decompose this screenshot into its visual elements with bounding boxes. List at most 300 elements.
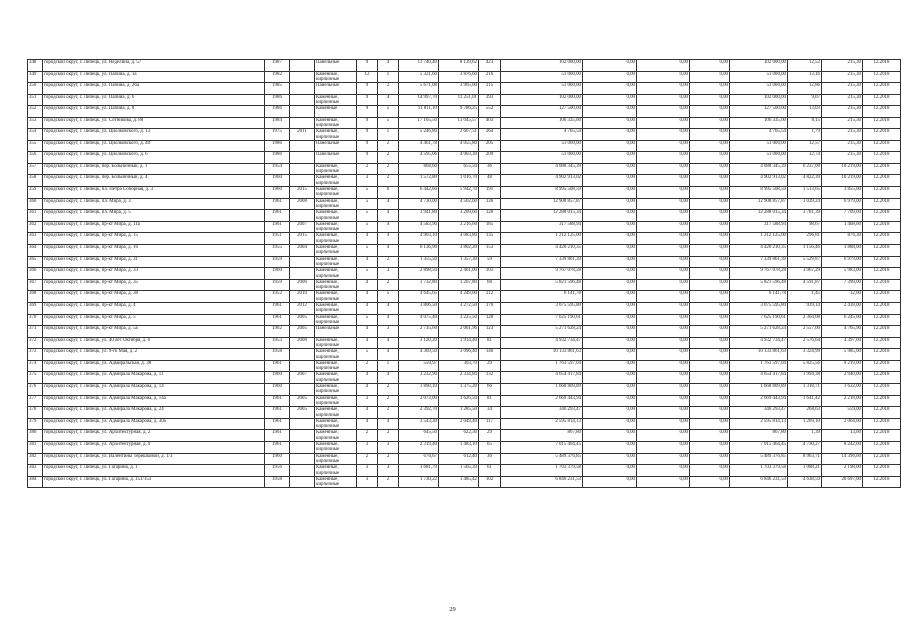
cell-cost-total: 2 595 814,13: [501, 418, 583, 430]
cell-cost-owners: 10 133 861,63: [730, 349, 788, 361]
cell-cost-limit: 215,30: [822, 83, 863, 95]
cell-living-area: 2 061,96: [439, 326, 479, 338]
cell-wall-material: Каменные, кирпичные: [315, 210, 357, 222]
cell-address: городской округ, г. Липецк, ул. Валентины Терешковой, д. 1/3: [43, 453, 265, 465]
cell-year-built: 1962: [265, 326, 290, 338]
cell-living-area: 3 209,60: [439, 210, 479, 222]
cell-cost-regional: 0,00: [637, 187, 690, 199]
cell-year-built: 1960: [265, 384, 290, 396]
cell-row-number: 379: [28, 418, 43, 430]
cell-wall-material: Каменные, кирпичные: [315, 163, 357, 175]
cell-row-number: 382: [28, 453, 43, 465]
cell-living-area: 3 802,20: [439, 245, 479, 257]
cell-floors: 5: [357, 221, 378, 233]
cell-entrances: 3: [378, 326, 399, 338]
cell-residents: 209: [479, 152, 501, 164]
cell-floors: 5: [357, 349, 378, 361]
cell-total-area: 2 735,60: [399, 326, 439, 338]
cell-cost-total: 51 000,00: [501, 152, 583, 164]
cell-cost-local: 0,00: [690, 60, 730, 72]
cell-cost-local: 0,00: [690, 140, 730, 152]
cell-cost-total: 127 500,00: [501, 106, 583, 118]
cell-address: городской округ, г. Липецк, ул. Архитектурная, д. 9: [43, 442, 265, 454]
cell-wall-material: Каменные, кирпичные: [315, 349, 357, 361]
cell-floors: 4: [357, 326, 378, 338]
cell-cost-total: 3 075 595,80: [501, 303, 583, 315]
cell-cost-regional: 0,00: [637, 476, 690, 488]
cell-entrances: 4: [378, 221, 399, 233]
cell-address: городской округ, г. Липецк, ул. Гагарина, д. 1: [43, 465, 265, 477]
cell-row-number: 371: [28, 326, 43, 338]
cell-cost-regional: 0,00: [637, 430, 690, 442]
cell-entrances: 3: [378, 465, 399, 477]
cell-total-area: 3 543,30: [399, 418, 439, 430]
cell-year-built: 1984: [265, 117, 290, 129]
cell-total-area: 4 595,06: [399, 152, 439, 164]
cell-year-built: 1961: [265, 210, 290, 222]
cell-cost-total: 102 000,00: [501, 60, 583, 72]
cell-cost-limit: 7 709,00: [822, 210, 863, 222]
cell-cost-owners: 102 000,00: [730, 94, 788, 106]
cell-cost-limit: 3 855,00: [822, 187, 863, 199]
cell-cost-owners: 51 000,00: [730, 152, 788, 164]
cell-cost-owners: 2 595 814,13: [730, 418, 788, 430]
cell-floors: 4: [357, 407, 378, 419]
cell-year-renovated: 2004: [290, 245, 315, 257]
cell-cost-local: 0,00: [690, 268, 730, 280]
cell-cost-limit: 10 219,00: [822, 175, 863, 187]
cell-row-number: 373: [28, 349, 43, 361]
cell-year-renovated: [290, 117, 315, 129]
cell-cost-federal: 0,00: [583, 94, 637, 106]
cell-year-built: 1953: [265, 337, 290, 349]
cell-cost-local: 0,00: [690, 476, 730, 488]
cell-residents: 135: [479, 233, 501, 245]
table-row: [28, 453, 901, 465]
cell-cost-per-sqm: 2 576,64: [788, 337, 822, 349]
cell-year-built: 1975: [265, 129, 290, 141]
cell-planned-date: 12.2018: [863, 279, 901, 291]
cell-residents: 81: [479, 395, 501, 407]
table-row: [28, 384, 901, 396]
cell-cost-local: 0,00: [690, 314, 730, 326]
cell-cost-limit: 215,30: [822, 129, 863, 141]
table-row: [28, 465, 901, 477]
cell-cost-federal: 0,00: [583, 303, 637, 315]
cell-living-area: 4 003,30: [439, 152, 479, 164]
cell-cost-limit: 215,30: [822, 94, 863, 106]
cell-year-renovated: [290, 94, 315, 106]
cell-living-area: 11 251,01: [439, 94, 479, 106]
cell-living-area: 4 502,60: [439, 198, 479, 210]
cell-cost-per-sqm: 4 822,39: [788, 175, 822, 187]
cell-row-number: 367: [28, 279, 43, 291]
cell-floors: 9: [357, 129, 378, 141]
cell-floors: 4: [357, 384, 378, 396]
cell-cost-federal: 0,00: [583, 60, 637, 72]
cell-year-built: 1961: [265, 221, 290, 233]
cell-planned-date: 12.2018: [863, 221, 901, 233]
cell-cost-per-sqm: 268,63: [788, 407, 822, 419]
cell-cost-total: 12 288 015,34: [501, 210, 583, 222]
cell-floors: 9: [357, 152, 378, 164]
cell-cost-owners: 1 703 379,58: [730, 465, 788, 477]
cell-cost-total: 4 902 913,02: [501, 175, 583, 187]
table-row: [28, 337, 901, 349]
cell-address: городской округ, г. Липецк, пр-кт Мира, д. 31: [43, 256, 265, 268]
cell-cost-regional: 0,00: [637, 395, 690, 407]
cell-cost-regional: 0,00: [637, 256, 690, 268]
cell-cost-owners: 127 500,00: [730, 106, 788, 118]
cell-cost-owners: 1 668 809,89: [730, 384, 788, 396]
cell-planned-date: 12.2018: [863, 210, 901, 222]
cell-cost-limit: 2 198,00: [822, 465, 863, 477]
cell-entrances: 2: [378, 163, 399, 175]
cell-planned-date: 12.2018: [863, 337, 901, 349]
cell-wall-material: Каменные, кирпичные: [315, 314, 357, 326]
cell-year-built: 1986: [265, 152, 290, 164]
document-page: [27, 59, 890, 488]
cell-entrances: 3: [378, 268, 399, 280]
cell-living-area: 4 249,00: [439, 291, 479, 303]
table-row: [28, 60, 901, 72]
cell-cost-per-sqm: 12,86: [788, 83, 822, 95]
cell-cost-limit: 5 983,00: [822, 268, 863, 280]
cell-cost-regional: 0,00: [637, 407, 690, 419]
cell-living-area: 2 667,51: [439, 129, 479, 141]
cell-cost-federal: 0,00: [583, 245, 637, 257]
cell-cost-regional: 0,00: [637, 442, 690, 454]
cell-year-built: 1961: [265, 395, 290, 407]
cell-living-area: 1 485,42: [439, 476, 479, 488]
cell-cost-local: 0,00: [690, 256, 730, 268]
cell-cost-per-sqm: 1,45: [788, 291, 822, 303]
cell-cost-local: 0,00: [690, 372, 730, 384]
table-row: [28, 326, 901, 338]
cell-cost-regional: 0,00: [637, 337, 690, 349]
cell-living-area: 1 357,30: [439, 256, 479, 268]
cell-wall-material: Каменные, кирпичные: [315, 407, 357, 419]
cell-row-number: 354: [28, 129, 43, 141]
cell-cost-total: 6 846 231,53: [501, 476, 583, 488]
cell-cost-regional: 0,00: [637, 175, 690, 187]
cell-row-number: 351: [28, 94, 43, 106]
cell-cost-per-sqm: 939,14: [788, 303, 822, 315]
cell-cost-limit: 1 888,00: [822, 245, 863, 257]
cell-cost-per-sqm: 9,07: [788, 94, 822, 106]
cell-cost-limit: 6 245,00: [822, 314, 863, 326]
cell-year-renovated: [290, 175, 315, 187]
cell-floors: 3: [357, 175, 378, 187]
cell-residents: 36: [479, 163, 501, 175]
cell-row-number: 350: [28, 83, 43, 95]
cell-cost-regional: 0,00: [637, 453, 690, 465]
cell-year-built: 1955: [265, 245, 290, 257]
cell-entrances: 2: [378, 476, 399, 488]
table-row: [28, 349, 901, 361]
cell-address: городской округ, г. Липецк, пер. Больничный, д. 1: [43, 163, 265, 175]
cell-year-built: 1987: [265, 60, 290, 72]
cell-cost-total: 4 654 417,84: [501, 372, 583, 384]
cell-floors: 5: [357, 268, 378, 280]
cell-entrances: 1: [378, 129, 399, 141]
cell-cost-limit: 8 242,00: [822, 442, 863, 454]
cell-address: городской округ, г. Липецк, ул. Архитектурная, д. 2: [43, 430, 265, 442]
cell-cost-owners: 4 932 734,47: [730, 337, 788, 349]
cell-year-renovated: [290, 430, 315, 442]
cell-address: городской округ, г. Липецк, ул. Циолковского, д. 40: [43, 140, 265, 152]
cell-cost-local: 0,00: [690, 175, 730, 187]
cell-total-area: 5 246,80: [399, 129, 439, 141]
cell-total-area: 11 740,40: [399, 60, 439, 72]
table-row: [28, 152, 901, 164]
cell-residents: 29: [479, 360, 501, 372]
cell-address: городской округ, г. Липецк, пр-кт Мира, д. 16: [43, 245, 265, 257]
cell-cost-local: 0,00: [690, 210, 730, 222]
cell-planned-date: 12.2018: [863, 384, 901, 396]
cell-floors: 4: [357, 291, 378, 303]
cell-year-renovated: 2007: [290, 372, 315, 384]
table-row: [28, 291, 901, 303]
table-row: [28, 442, 901, 454]
cell-residents: 65: [479, 442, 501, 454]
cell-wall-material: Каменные, кирпичные: [315, 187, 357, 199]
cell-year-built: 1958: [265, 349, 290, 361]
cell-planned-date: 12.2018: [863, 140, 901, 152]
cell-row-number: 364: [28, 245, 43, 257]
cell-cost-regional: 0,00: [637, 360, 690, 372]
cell-wall-material: Каменные, кирпичные: [315, 476, 357, 488]
cell-cost-owners: 4 765,54: [730, 129, 788, 141]
cell-floors: 5: [357, 314, 378, 326]
cell-cost-federal: 0,00: [583, 442, 637, 454]
cell-wall-material: Каменные, кирпичные: [315, 337, 357, 349]
cell-residents: 128: [479, 210, 501, 222]
cell-living-area: 612,40: [439, 453, 479, 465]
cell-cost-total: 867,80: [501, 430, 583, 442]
cell-living-area: 2 334,80: [439, 372, 479, 384]
cell-cost-per-sqm: 3 967,29: [788, 268, 822, 280]
cell-total-area: 2 898,50: [399, 268, 439, 280]
cell-wall-material: Каменные, кирпичные: [315, 198, 357, 210]
cell-cost-local: 0,00: [690, 279, 730, 291]
cell-cost-per-sqm: 3 324,99: [788, 349, 822, 361]
cell-total-area: 1 732,80: [399, 279, 439, 291]
cell-living-area: 2 049,40: [439, 418, 479, 430]
cell-residents: 103: [479, 268, 501, 280]
cell-living-area: 622,30: [439, 430, 479, 442]
cell-row-number: 368: [28, 291, 43, 303]
cell-cost-owners: 6 846 231,53: [730, 476, 788, 488]
cell-entrances: 3: [378, 442, 399, 454]
cell-total-area: 2 073,00: [399, 395, 439, 407]
cell-cost-local: 0,00: [690, 94, 730, 106]
cell-cost-federal: 0,00: [583, 453, 637, 465]
cell-planned-date: 12.2018: [863, 60, 901, 72]
cell-cost-limit: 1 468,00: [822, 221, 863, 233]
cell-cost-owners: 5 821 596,48: [730, 279, 788, 291]
cell-address: городской округ, г. Липецк, ул. 9-го Мая, д. 2: [43, 349, 265, 361]
cell-cost-total: 51 000,00: [501, 83, 583, 95]
cell-entrances: 4: [378, 245, 399, 257]
cell-floors: 3: [357, 442, 378, 454]
cell-total-area: 6 136,90: [399, 245, 439, 257]
cell-address: городской округ, г. Липецк, пр-кт Мира, д. 38: [43, 291, 265, 303]
cell-cost-owners: 3 075 595,80: [730, 303, 788, 315]
cell-residents: 48: [479, 175, 501, 187]
cell-floors: 5: [357, 210, 378, 222]
cell-year-built: 1951: [265, 233, 290, 245]
table-row: [28, 117, 901, 129]
cell-year-built: 1960: [265, 187, 290, 199]
cell-year-built: 1960: [265, 268, 290, 280]
cell-cost-total: 4 932 734,47: [501, 337, 583, 349]
cell-cost-local: 0,00: [690, 152, 730, 164]
cell-wall-material: Каменные, кирпичные: [315, 245, 357, 257]
cell-year-built: 1961: [265, 407, 290, 419]
cell-cost-regional: 0,00: [637, 71, 690, 83]
cell-year-renovated: [290, 83, 315, 95]
cell-living-area: 1 483,10: [439, 442, 479, 454]
cell-entrances: 5: [378, 291, 399, 303]
cell-planned-date: 12.2018: [863, 407, 901, 419]
cell-cost-local: 0,00: [690, 384, 730, 396]
cell-cost-local: 0,00: [690, 337, 730, 349]
cell-cost-owners: 5 271 628,24: [730, 326, 788, 338]
cell-living-area: 3 225,50: [439, 314, 479, 326]
cell-year-renovated: [290, 106, 315, 118]
cell-cost-local: 0,00: [690, 221, 730, 233]
cell-total-area: 868,60: [399, 163, 439, 175]
cell-total-area: 6 442,60: [399, 187, 439, 199]
cell-wall-material: Каменные, кирпичные: [315, 233, 357, 245]
cell-cost-limit: 10 219,00: [822, 163, 863, 175]
cell-year-renovated: [290, 256, 315, 268]
cell-cost-local: 0,00: [690, 117, 730, 129]
table-row: [28, 256, 901, 268]
cell-cost-total: 1 212 125,00: [501, 233, 583, 245]
cell-residents: 153: [479, 245, 501, 257]
cell-wall-material: Каменные: [315, 106, 357, 118]
cell-living-area: 3 096,40: [439, 349, 479, 361]
cell-cost-owners: 4 420 210,35: [730, 245, 788, 257]
cell-cost-limit: 4 397,00: [822, 337, 863, 349]
cell-cost-federal: 0,00: [583, 198, 637, 210]
cell-wall-material: Каменные, кирпичные: [315, 395, 357, 407]
cell-residents: 185: [479, 221, 501, 233]
cell-total-area: 3 232,90: [399, 372, 439, 384]
cell-row-number: 362: [28, 221, 43, 233]
cell-address: городской округ, г. Липецк, ул. Папина, д. 6: [43, 94, 265, 106]
cell-cost-regional: 0,00: [637, 349, 690, 361]
cell-address: городской округ, г. Липецк, ул. Адмирала Макарова, д. 30а: [43, 418, 265, 430]
cell-total-area: 1 681,79: [399, 465, 439, 477]
cell-wall-material: Каменные, кирпичные: [315, 279, 357, 291]
cell-year-renovated: 2008: [290, 337, 315, 349]
cell-address: городской округ, г. Липецк, ул. Адмирала Макарова, д. 14: [43, 384, 265, 396]
cell-row-number: 375: [28, 372, 43, 384]
cell-year-built: 1954: [265, 163, 290, 175]
cell-planned-date: 12.2018: [863, 418, 901, 430]
cell-year-built: 1958: [265, 476, 290, 488]
cell-year-renovated: 2005: [290, 326, 315, 338]
cell-address: городской округ, г. Липецк, пр-кт Мира, д. 5а: [43, 326, 265, 338]
cell-planned-date: 12.2018: [863, 303, 901, 315]
cell-planned-date: 12.2018: [863, 245, 901, 257]
cell-address: городской округ, г. Липецк, ул. Циолковского, д. 13: [43, 129, 265, 141]
cell-residents: 59: [479, 256, 501, 268]
cell-residents: 215: [479, 83, 501, 95]
cell-cost-federal: 0,00: [583, 337, 637, 349]
cell-cost-per-sqm: 1 156,46: [788, 245, 822, 257]
cell-entrances: 2: [378, 175, 399, 187]
cell-address: городской округ, г. Липецк, пр-кт Мира, д. 35: [43, 279, 265, 291]
cell-cost-regional: 0,00: [637, 303, 690, 315]
cell-cost-local: 0,00: [690, 303, 730, 315]
cell-address: городской округ, г. Липецк, ул. Циолковского, д. 6: [43, 152, 265, 164]
cell-cost-limit: 2 418,00: [822, 303, 863, 315]
cell-year-renovated: 2005: [290, 314, 315, 326]
cell-cost-limit: 13,00: [822, 430, 863, 442]
cell-row-number: 372: [28, 337, 43, 349]
cell-cost-total: 5 821 596,48: [501, 279, 583, 291]
cell-residents: 66: [479, 384, 501, 396]
cell-floors: 12: [357, 71, 378, 83]
cell-entrances: 4: [378, 210, 399, 222]
cell-cost-federal: 0,00: [583, 407, 637, 419]
cell-cost-federal: 0,00: [583, 384, 637, 396]
cell-cost-per-sqm: 2 364,08: [788, 314, 822, 326]
table-row: [28, 268, 901, 280]
cell-living-area: 13 045,57: [439, 117, 479, 129]
cell-cost-regional: 0,00: [637, 94, 690, 106]
cell-floors: 9: [357, 140, 378, 152]
cell-year-built: 1960: [265, 175, 290, 187]
table-row: [28, 430, 901, 442]
cell-year-built: 1961: [265, 418, 290, 430]
cell-cost-total: 4 088 345,39: [501, 163, 583, 175]
cell-planned-date: 12.2018: [863, 360, 901, 372]
cell-row-number: 369: [28, 303, 43, 315]
cell-cost-local: 0,00: [690, 430, 730, 442]
cell-row-number: 381: [28, 442, 43, 454]
table-row: [28, 210, 901, 222]
cell-cost-per-sqm: 13,03: [788, 106, 822, 118]
table-row: [28, 187, 901, 199]
cell-year-built: 1952: [265, 291, 290, 303]
cell-cost-limit: 215,30: [822, 140, 863, 152]
cell-entrances: 4: [378, 303, 399, 315]
cell-cost-regional: 0,00: [637, 291, 690, 303]
cell-cost-total: 10 133 861,63: [501, 349, 583, 361]
cell-address: городской округ, г. Липецк, ул. Папина, д. 26а: [43, 83, 265, 95]
cell-cost-per-sqm: 1,79: [788, 129, 822, 141]
cell-living-area: 303,70: [439, 360, 479, 372]
table-row: [28, 476, 901, 488]
cell-cost-local: 0,00: [690, 71, 730, 83]
cell-planned-date: 12.2018: [863, 349, 901, 361]
cell-floors: 2: [357, 163, 378, 175]
housing-register-table: [27, 59, 901, 488]
cell-total-area: 4 075,40: [399, 314, 439, 326]
cell-cost-limit: 14 396,00: [822, 453, 863, 465]
cell-row-number: 348: [28, 60, 43, 72]
cell-address: городской округ, г. Липецк, ул. Сотникова, д. 88: [43, 117, 265, 129]
cell-wall-material: Каменные, кирпичные: [315, 303, 357, 315]
cell-entrances: 2: [378, 395, 399, 407]
cell-cost-limit: 215,30: [822, 106, 863, 118]
cell-floors: 4: [357, 337, 378, 349]
